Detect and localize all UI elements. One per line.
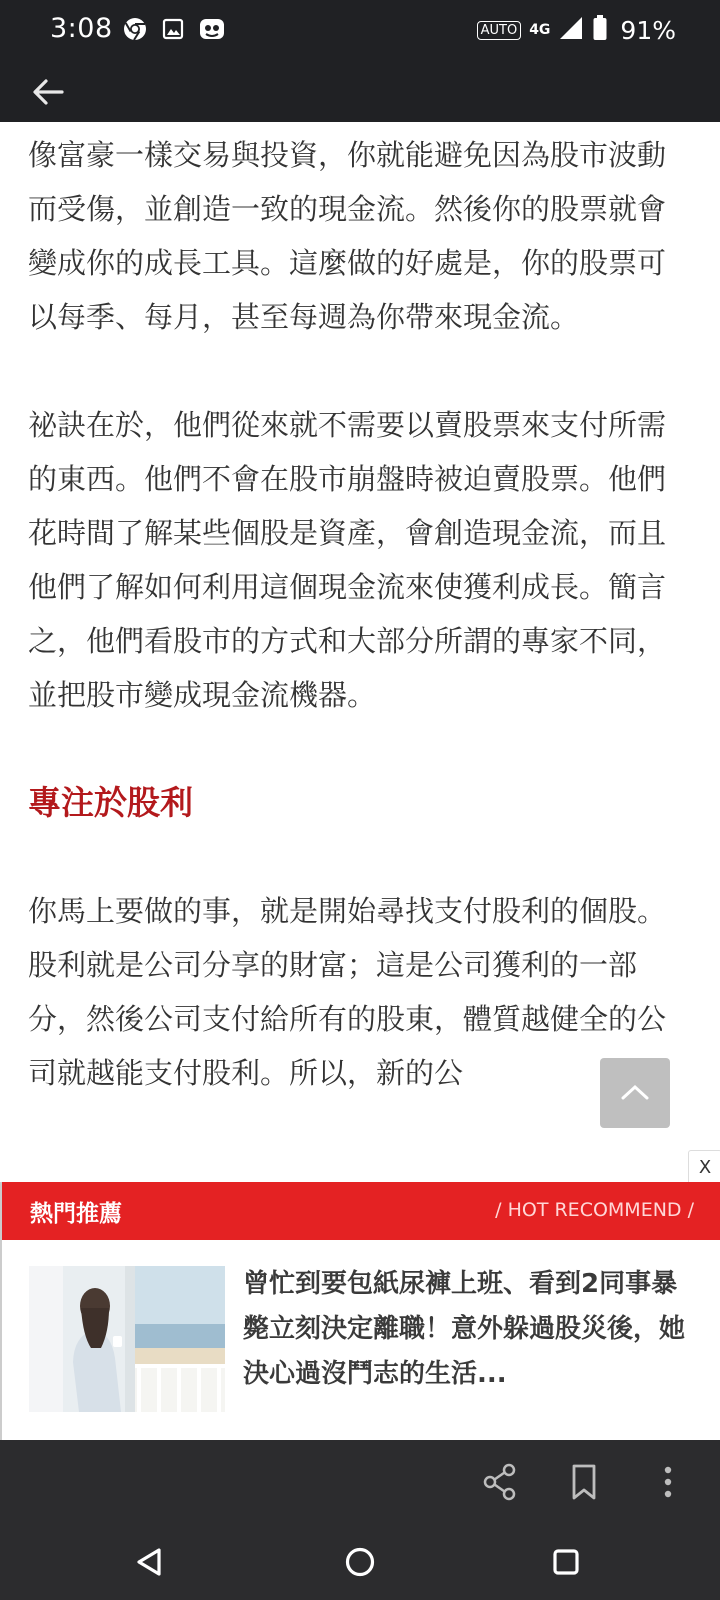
status-bar xyxy=(0,0,720,60)
nav-back-button[interactable] xyxy=(126,1538,174,1586)
nav-home-button[interactable] xyxy=(336,1538,384,1586)
signal-icon xyxy=(558,15,584,45)
share-icon xyxy=(478,1460,522,1504)
battery-percent: 91% xyxy=(620,15,676,45)
nav-recents-button[interactable] xyxy=(542,1538,590,1586)
article-paragraph: 祕訣在於，他們從來就不需要以賣股票來支付所需的東西。他們不會在股市崩盤時被迫賣股票。他們花時間了解某些個股是資產，會創造現金流，而且他們了解如何利用這個現金流來使獲利成長。簡言之，他們看股市的方式和大部分所謂的專家不同，並把股市變成現金流機器。 xyxy=(28,408,667,712)
chevron-up-icon xyxy=(600,1058,670,1128)
article-paragraph: 你馬上要做的事，就是開始尋找支付股利的個股。股利就是公司分享的財富；這是公司獲利的一部分，然後公司支付給所有的股東，體質越健全的公司就越能支付股利。所以，新的公 xyxy=(28,894,667,1090)
woman-at-window-image xyxy=(29,1266,225,1412)
battery-icon xyxy=(592,14,608,46)
recommend-subtitle: / HOT RECOMMEND / xyxy=(495,1199,694,1221)
auto-network-badge: AUTO xyxy=(477,21,522,40)
close-recommend-button[interactable]: X xyxy=(688,1150,720,1186)
scroll-to-top-button[interactable] xyxy=(600,1058,670,1128)
more-vert-icon xyxy=(646,1460,690,1504)
gallery-icon xyxy=(160,16,186,42)
chrome-icon xyxy=(122,16,148,42)
status-time: 3:08 xyxy=(50,13,113,44)
bookmark-icon xyxy=(562,1460,606,1504)
app-bar xyxy=(0,60,720,122)
recommend-thumbnail[interactable] xyxy=(29,1266,225,1412)
circle-home-icon xyxy=(336,1538,384,1586)
share-button[interactable] xyxy=(478,1460,522,1504)
back-button[interactable] xyxy=(24,68,72,116)
recommend-panel xyxy=(0,1182,720,1440)
browser-toolbar xyxy=(0,1440,720,1526)
network-type: 4G xyxy=(529,22,551,38)
square-recents-icon xyxy=(542,1538,590,1586)
system-indicators xyxy=(477,14,676,46)
recommend-headline[interactable]: 曾忙到要包紙尿褲上班、看到2同事暴斃立刻決定離職！意外躲過股災後，她決心過沒鬥志的生活... xyxy=(243,1269,686,1389)
arrow-left-icon xyxy=(24,68,72,116)
more-options-button[interactable] xyxy=(646,1460,690,1504)
triangle-back-icon xyxy=(126,1538,174,1586)
notification-icons xyxy=(122,16,224,42)
app-notification-icon xyxy=(198,16,224,42)
section-heading: 專注於股利 xyxy=(28,783,193,822)
recommend-header xyxy=(2,1182,720,1240)
article-paragraph: 像富豪一樣交易與投資，你就能避免因為股市波動而受傷，並創造一致的現金流。然後你的股票就會變成你的成長工具。這麼做的好處是，你的股票可以每季、每月，甚至每週為你帶來現金流。 xyxy=(28,138,667,334)
article-body xyxy=(28,128,678,1154)
system-nav-bar xyxy=(0,1526,720,1600)
recommend-title: 熱門推薦 xyxy=(30,1201,122,1227)
bookmark-button[interactable] xyxy=(562,1460,606,1504)
